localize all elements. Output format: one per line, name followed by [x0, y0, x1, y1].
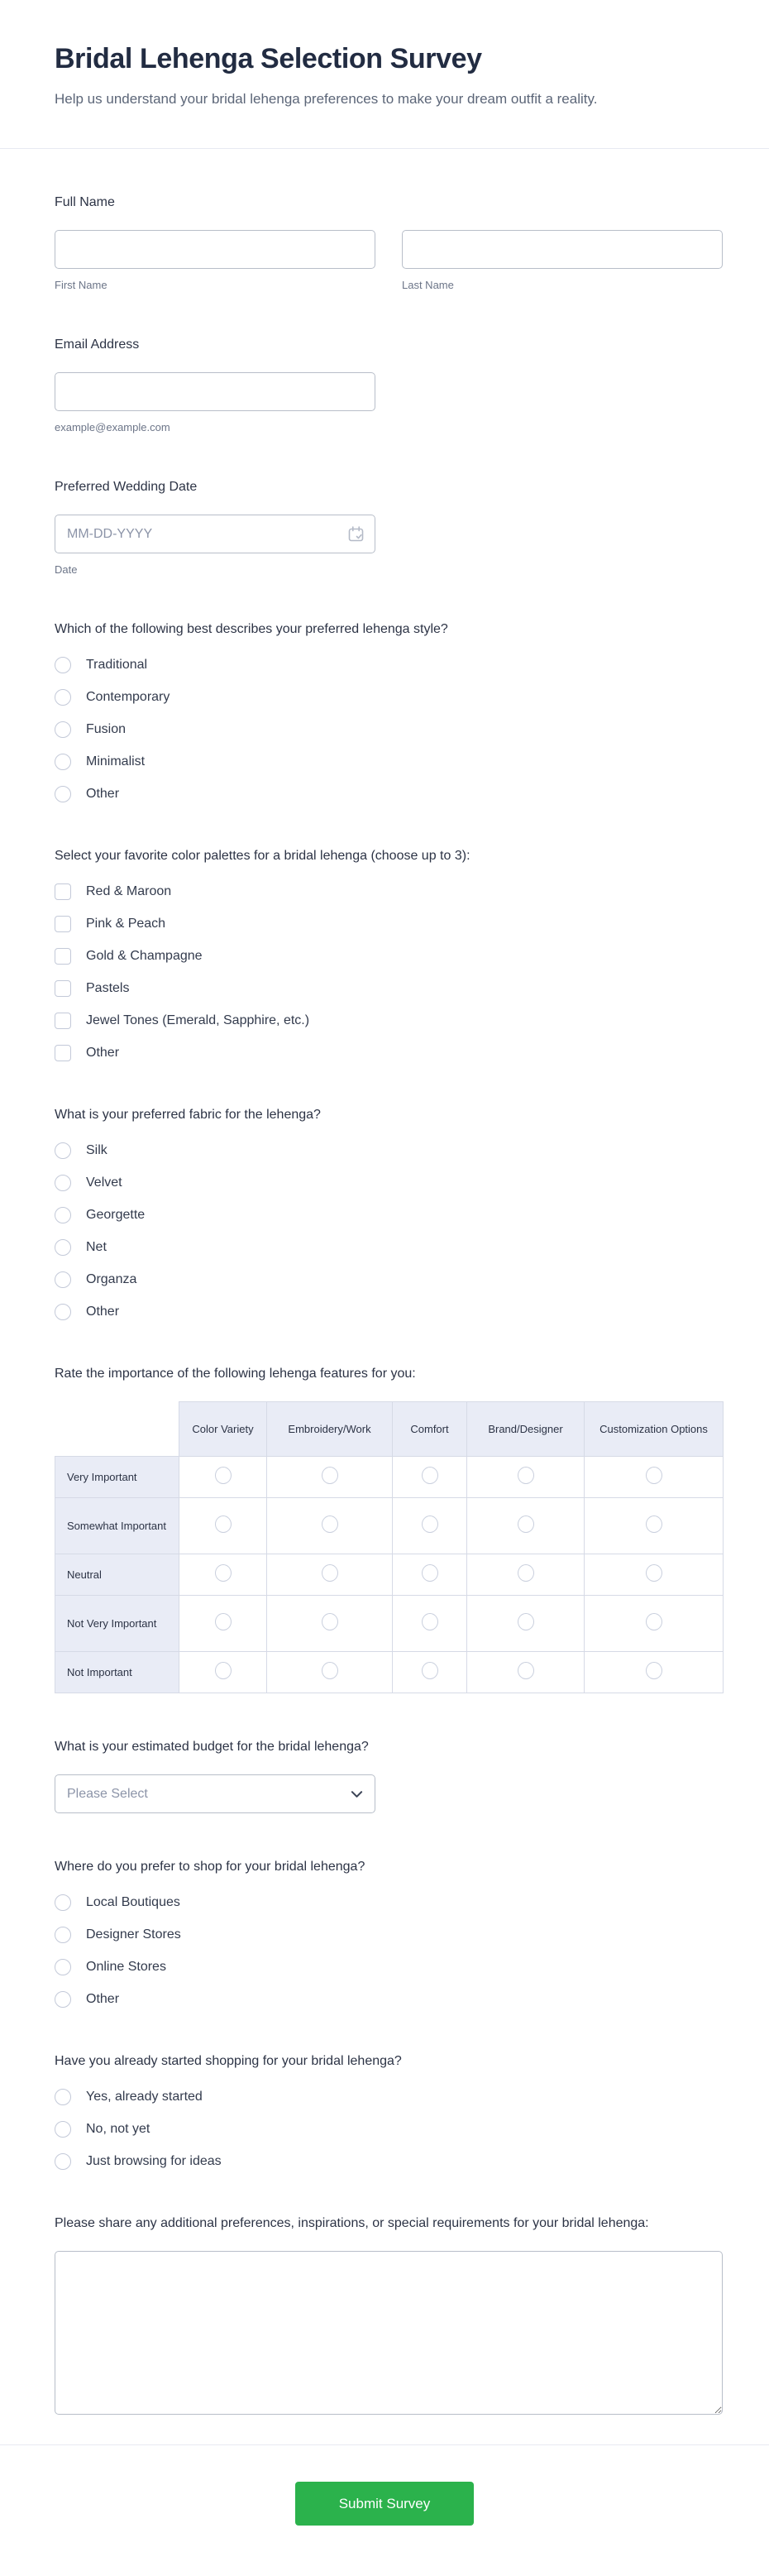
radio-option[interactable] — [55, 1207, 145, 1223]
wedding-date-input[interactable] — [55, 515, 375, 553]
matrix-row — [55, 1498, 724, 1554]
checkbox[interactable] — [55, 980, 71, 997]
checkbox-option[interactable] — [55, 916, 165, 932]
question-fabric — [55, 1103, 723, 1320]
radio-option[interactable] — [55, 721, 126, 738]
field-wedding-date — [55, 475, 723, 576]
last-name-sublabel: Last Name — [402, 279, 454, 291]
radio-option-label: Contemporary — [86, 690, 170, 704]
matrix-row — [55, 1554, 724, 1596]
radio-option[interactable] — [55, 2153, 222, 2170]
checkbox[interactable] — [55, 883, 71, 900]
checkbox-option-label: Pink & Peach — [86, 917, 166, 931]
checkbox[interactable] — [55, 948, 71, 965]
radio-option[interactable] — [55, 1991, 119, 2008]
checkbox-option[interactable] — [55, 883, 171, 900]
checkbox[interactable] — [55, 916, 71, 932]
radio-option-label: Other — [86, 787, 120, 801]
importance-question-label: Rate the importance of the following lehenga features for you: — [55, 1367, 416, 1381]
matrix-radio[interactable] — [322, 1662, 338, 1679]
matrix-radio[interactable] — [215, 1515, 232, 1533]
email-sublabel: example@example.com — [55, 421, 170, 433]
radio-button[interactable] — [55, 1927, 71, 1943]
matrix-radio[interactable] — [422, 1613, 438, 1630]
radio-option[interactable] — [55, 786, 119, 802]
radio-option[interactable] — [55, 689, 170, 706]
question-additional — [55, 2211, 723, 2419]
radio-option-label: No, not yet — [86, 2122, 150, 2136]
style-question-label: Which of the following best describes your preferred lehenga style? — [55, 622, 448, 636]
matrix-radio[interactable] — [215, 1662, 232, 1679]
radio-option[interactable] — [55, 1304, 119, 1320]
field-email — [55, 333, 723, 433]
radio-button[interactable] — [55, 1239, 71, 1256]
checkbox-option-label: Gold & Champagne — [86, 949, 203, 963]
email-label: Email Address — [55, 338, 140, 352]
fabric-question-label: What is your preferred fabric for the lehenga? — [55, 1108, 321, 1122]
matrix-radio[interactable] — [215, 1613, 232, 1630]
question-importance-matrix — [55, 1362, 723, 1693]
matrix-radio[interactable] — [322, 1515, 338, 1533]
radio-button[interactable] — [55, 1959, 71, 1975]
radio-button[interactable] — [55, 1894, 71, 1911]
matrix-row-header: Neutral — [55, 1554, 179, 1596]
radio-option-label: Velvet — [86, 1175, 122, 1190]
form-footer — [0, 2444, 769, 2568]
matrix-radio[interactable] — [646, 1515, 662, 1533]
radio-button[interactable] — [55, 2153, 71, 2170]
first-name-input[interactable] — [55, 230, 375, 269]
matrix-column-header: Embroidery/Work — [267, 1402, 393, 1457]
checkbox[interactable] — [55, 1045, 71, 1061]
calendar-check-icon[interactable] — [347, 525, 365, 543]
matrix-radio[interactable] — [215, 1564, 232, 1582]
matrix-radio[interactable] — [646, 1613, 662, 1630]
checkbox-option[interactable] — [55, 1045, 119, 1061]
question-palettes — [55, 844, 723, 1061]
wedding-date-sublabel: Date — [55, 563, 78, 576]
matrix-blank-corner — [55, 1402, 179, 1457]
matrix-radio[interactable] — [422, 1564, 438, 1582]
matrix-radio[interactable] — [518, 1515, 534, 1533]
submit-survey-button[interactable]: Submit Survey — [295, 2482, 474, 2526]
radio-option-label: Net — [86, 1240, 107, 1254]
palettes-question-label: Select your favorite color palettes for a bridal lehenga (choose up to 3): — [55, 849, 470, 863]
matrix-radio[interactable] — [422, 1515, 438, 1533]
form-body — [0, 149, 769, 2444]
checkbox-option-label: Pastels — [86, 981, 130, 995]
radio-button[interactable] — [55, 786, 71, 802]
radio-button[interactable] — [55, 1304, 71, 1320]
radio-option[interactable] — [55, 2089, 203, 2105]
radio-button[interactable] — [55, 1271, 71, 1288]
radio-option[interactable] — [55, 657, 147, 673]
field-full-name — [55, 190, 723, 291]
radio-button[interactable] — [55, 721, 71, 738]
matrix-column-header: Comfort — [393, 1402, 467, 1457]
matrix-radio[interactable] — [322, 1564, 338, 1582]
radio-option-label: Online Stores — [86, 1960, 166, 1974]
matrix-radio[interactable] — [646, 1662, 662, 1679]
matrix-column-header: Color Variety — [179, 1402, 267, 1457]
additional-question-label: Please share any additional preferences, inspirations, or special requirements for your bridal lehenga: — [55, 2216, 649, 2230]
matrix-radio[interactable] — [215, 1467, 232, 1484]
question-started — [55, 2049, 723, 2170]
radio-option-label: Organza — [86, 1272, 137, 1286]
radio-option-label: Other — [86, 1305, 120, 1319]
matrix-radio[interactable] — [646, 1564, 662, 1582]
radio-option-label: Georgette — [86, 1208, 146, 1222]
matrix-radio[interactable] — [646, 1467, 662, 1484]
radio-option-label: Other — [86, 1992, 120, 2006]
matrix-header-row — [55, 1402, 724, 1457]
first-name-sublabel: First Name — [55, 279, 107, 291]
form-header — [0, 0, 769, 148]
radio-option[interactable] — [55, 1239, 107, 1256]
radio-option-label: Yes, already started — [86, 2090, 203, 2104]
radio-option[interactable] — [55, 1142, 107, 1159]
checkbox-option[interactable] — [55, 980, 129, 997]
question-style — [55, 617, 723, 802]
matrix-row-header: Not Very Important — [55, 1596, 179, 1652]
checkbox-option-label: Other — [86, 1046, 120, 1060]
page-subtitle: Help us understand your bridal lehenga preferences to make your dream outfit a reality. — [55, 91, 598, 107]
budget-select[interactable] — [55, 1774, 375, 1813]
question-budget — [55, 1735, 723, 1813]
started-question-label: Have you already started shopping for your bridal lehenga? — [55, 2054, 402, 2068]
matrix-radio[interactable] — [518, 1662, 534, 1679]
email-input[interactable] — [55, 372, 375, 411]
radio-option[interactable] — [55, 2121, 150, 2138]
budget-question-label: What is your estimated budget for the bridal lehenga? — [55, 1740, 369, 1754]
matrix-radio[interactable] — [422, 1662, 438, 1679]
radio-button[interactable] — [55, 689, 71, 706]
radio-button[interactable] — [55, 1175, 71, 1191]
radio-option[interactable] — [55, 1175, 122, 1191]
checkbox-option-label: Red & Maroon — [86, 884, 172, 898]
checkbox-option-label: Jewel Tones (Emerald, Sapphire, etc.) — [86, 1013, 310, 1027]
radio-button[interactable] — [55, 657, 71, 673]
page-title: Bridal Lehenga Selection Survey — [55, 43, 482, 74]
radio-option-label: Fusion — [86, 722, 127, 736]
matrix-radio[interactable] — [322, 1467, 338, 1484]
shop-question-label: Where do you prefer to shop for your bridal lehenga? — [55, 1860, 365, 1874]
radio-option-label: Silk — [86, 1143, 107, 1157]
matrix-row-header: Somewhat Important — [55, 1498, 179, 1554]
matrix-row — [55, 1457, 724, 1498]
matrix-radio[interactable] — [322, 1613, 338, 1630]
radio-option[interactable] — [55, 1894, 180, 1911]
checkbox[interactable] — [55, 1013, 71, 1029]
last-name-input[interactable] — [402, 230, 723, 269]
matrix-row — [55, 1596, 724, 1652]
radio-button[interactable] — [55, 1142, 71, 1159]
matrix-column-header: Customization Options — [585, 1402, 724, 1457]
checkbox-option[interactable] — [55, 948, 203, 965]
radio-option-label: Minimalist — [86, 754, 146, 768]
radio-option-label: Designer Stores — [86, 1927, 181, 1942]
matrix-row-header: Not Important — [55, 1652, 179, 1693]
matrix-column-header: Brand/Designer — [467, 1402, 585, 1457]
full-name-label: Full Name — [55, 195, 115, 209]
radio-button[interactable] — [55, 2089, 71, 2105]
wedding-date-label: Preferred Wedding Date — [55, 480, 198, 494]
radio-option[interactable] — [55, 754, 145, 770]
radio-button[interactable] — [55, 2121, 71, 2138]
radio-option[interactable] — [55, 1959, 166, 1975]
importance-matrix-table — [55, 1401, 724, 1693]
matrix-radio[interactable] — [518, 1564, 534, 1582]
radio-button[interactable] — [55, 754, 71, 770]
radio-button[interactable] — [55, 1207, 71, 1223]
radio-button[interactable] — [55, 1991, 71, 2008]
checkbox-option[interactable] — [55, 1013, 309, 1029]
radio-option-label: Local Boutiques — [86, 1895, 180, 1909]
radio-option-label: Traditional — [86, 658, 148, 672]
matrix-radio[interactable] — [518, 1613, 534, 1630]
radio-option-label: Just browsing for ideas — [86, 2154, 222, 2168]
radio-option[interactable] — [55, 1271, 136, 1288]
question-shop — [55, 1855, 723, 2008]
matrix-radio[interactable] — [518, 1467, 534, 1484]
additional-preferences-textarea[interactable] — [55, 2251, 723, 2415]
matrix-row-header: Very Important — [55, 1457, 179, 1498]
matrix-row — [55, 1652, 724, 1693]
radio-option[interactable] — [55, 1927, 181, 1943]
matrix-radio[interactable] — [422, 1467, 438, 1484]
